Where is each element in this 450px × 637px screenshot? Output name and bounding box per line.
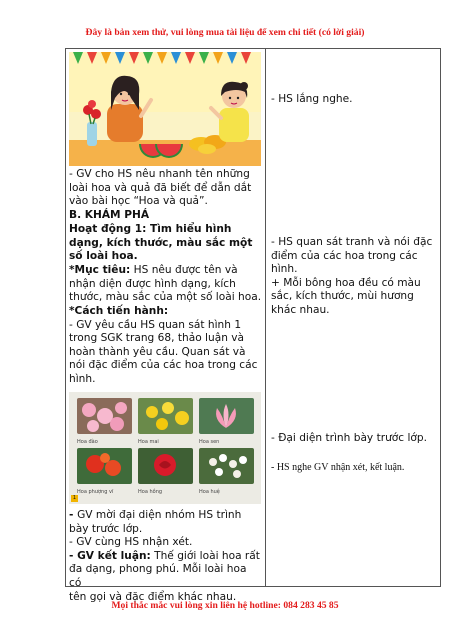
apricot-blossom-photo: [138, 398, 193, 434]
tuberose-photo: [199, 448, 254, 484]
feedback-text: - HS nghe GV nhận xét, kết luận.: [271, 462, 405, 473]
flamboyant-photo: [77, 448, 132, 484]
text-line: [69, 509, 262, 523]
flower-apricot: [138, 398, 193, 445]
listen-text: - HS lắng nghe.: [271, 93, 353, 105]
flower-caption: Hoa phượng vĩ: [77, 489, 114, 495]
flower-tuberose: [199, 448, 254, 495]
closing-first: GV mời đại diện nhóm HS trình: [77, 509, 242, 521]
closing-text: [69, 509, 262, 604]
peach-blossom-photo: [77, 398, 132, 434]
flower-lotus: [199, 398, 254, 445]
hotline-banner: Mọi thắc mắc vui lòng xin liên hệ hotline: 084 283 45 85: [111, 600, 339, 611]
flower-caption: Hoa mai: [138, 439, 159, 445]
lesson-table: [65, 48, 441, 603]
text-line: - GV cho HS nêu nhanh tên những: [69, 168, 250, 180]
rose-photo: [138, 448, 193, 484]
objective-text: [69, 264, 262, 305]
text-line: [69, 550, 262, 564]
text-line: khác nhau.: [271, 303, 330, 316]
section-heading: B. KHÁM PHÁ: [69, 209, 150, 221]
text-line: số loài hoa.: [69, 250, 138, 263]
text-line: - GV yêu cầu HS quan sát hình 1: [69, 318, 242, 331]
lotus-photo: [199, 398, 254, 434]
text-line: loài hoa và quả đã biết để dẫn dắt: [69, 181, 252, 194]
flower-caption: Hoa sen: [199, 439, 220, 445]
text-line: trong SGK trang 68, thảo luận và: [69, 332, 245, 345]
text-line: - GV cùng HS nhận xét.: [69, 536, 193, 549]
text-line: tên gọi và đặc điểm khác nhau.: [69, 590, 237, 603]
flower-peach: [77, 398, 132, 445]
student-column: [266, 49, 441, 587]
objective-label: *Mục tiêu:: [69, 264, 131, 276]
text-line: hoàn thành yêu cầu. Quan sát và: [69, 345, 246, 358]
observe-text: [271, 236, 436, 318]
text-line: hình.: [69, 372, 96, 385]
text-line: hình.: [271, 263, 298, 276]
closing-dash: -: [69, 509, 78, 521]
text-line: Hoạt động 1: Tìm hiểu hình: [69, 223, 232, 235]
text-line: sắc, kích thước, mùi hương: [271, 290, 414, 303]
preview-banner: Đây là bản xem thử, vui lòng mua tài liệu để xem chi tiết (có lời giải): [85, 27, 365, 38]
method-label: *Cách tiến hành:: [69, 305, 169, 317]
text-line: vào bài học “Hoa và quả”.: [69, 195, 208, 208]
present-text: - Đại diện trình bày trước lớp.: [271, 432, 427, 444]
flower-caption: Hoa hồng: [138, 489, 163, 495]
text-line: dạng, kích thước, màu sắc một: [69, 236, 253, 249]
classroom-illustration: [69, 52, 261, 166]
figure-number: 1: [72, 495, 77, 501]
text-line: thước, màu sắc của một số loài hoa.: [69, 291, 262, 304]
conclusion-first: Thế giới loài hoa rất: [150, 549, 260, 562]
text-line: đa dạng, phong phú. Mỗi loài hoa có: [69, 563, 247, 589]
objective-first: HS nêu được tên và: [130, 264, 238, 276]
text-line: nhận diện được hình dạng, kích: [69, 277, 236, 290]
flower-rose: [138, 448, 193, 495]
intro-text: [69, 168, 262, 209]
flower-caption: Hoa huệ: [199, 489, 220, 495]
flower-flamboyant: [77, 448, 132, 495]
activity-heading: [69, 223, 262, 264]
text-line: bày trước lớp.: [69, 522, 143, 535]
method-text: [69, 305, 262, 387]
conclusion-label: - GV kết luận:: [69, 549, 151, 562]
flower-figure: [69, 392, 261, 504]
flower-caption: Hoa đào: [77, 439, 98, 445]
text-line: điểm của các hoa trong các: [271, 249, 418, 262]
text-line: nói đặc điểm của các hoa trong các: [69, 359, 258, 372]
text-line: - HS quan sát tranh và nói đặc: [271, 236, 433, 248]
text-line: + Mỗi bông hoa đều có màu: [271, 276, 421, 289]
text-line: [69, 264, 262, 278]
teacher-column: [66, 49, 266, 603]
